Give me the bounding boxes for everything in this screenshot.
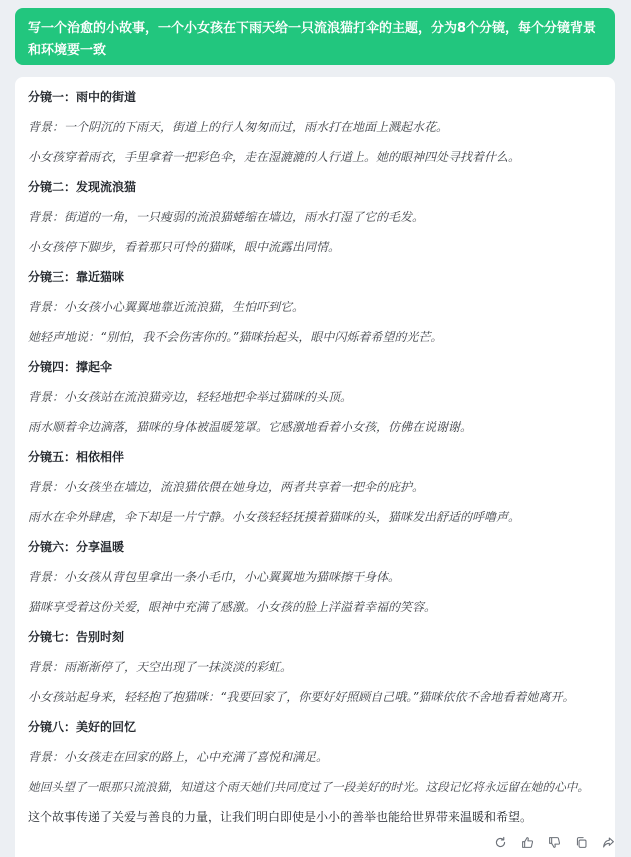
scene-background: 背景：小女孩从背包里拿出一条小毛巾，小心翼翼地为猫咪擦干身体。: [28, 570, 401, 584]
scene-title: 分镜三：靠近猫咪: [28, 270, 125, 284]
scene-block: [28, 268, 602, 347]
user-prompt-text: 写一个治愈的小故事，一个小女孩在下雨天给一只流浪猫打伞的主题，分为8个分镜，每个分镜背景和环境要一致: [28, 21, 597, 58]
scene-description: 她回头望了一眼那只流浪猫，知道这个雨天她们共同度过了一段美好的时光。这段记忆将永远留在她的心中。: [28, 780, 590, 794]
copy-button[interactable]: [572, 833, 590, 851]
thumbs-up-icon: [521, 836, 534, 849]
scene-title: 分镜七：告别时刻: [28, 630, 125, 644]
scene-block: [28, 448, 602, 527]
assistant-answer-card: [15, 77, 615, 857]
scene-title: 分镜一：雨中的街道: [28, 90, 137, 104]
scene-background: 背景：小女孩坐在墙边，流浪猫依偎在她身边，两者共享着一把伞的庇护。: [28, 480, 425, 494]
scene-background: 背景：小女孩站在流浪猫旁边，轻轻地把伞举过猫咪的头顶。: [28, 390, 353, 404]
scene-description: 雨水顺着伞边滴落，猫咪的身体被温暖笼罩。它感激地看着小女孩，仿佛在说谢谢。: [28, 420, 473, 434]
scene-title: 分镜四：撑起伞: [28, 360, 113, 374]
scene-block: [28, 628, 602, 707]
scene-background: 背景：雨渐渐停了，天空出现了一抹淡淡的彩虹。: [28, 660, 293, 674]
user-prompt-bubble: [15, 8, 615, 65]
scene-block: [28, 178, 602, 257]
share-button[interactable]: [599, 833, 617, 851]
scene-background: 背景：小女孩走在回家的路上，心中充满了喜悦和满足。: [28, 750, 329, 764]
scene-description: 雨水在伞外肆虐，伞下却是一片宁静。小女孩轻轻抚摸着猫咪的头，猫咪发出舒适的呼噜声。: [28, 510, 521, 524]
scene-title: 分镜八：美好的回忆: [28, 720, 137, 734]
story-conclusion: 这个故事传递了关爱与善良的力量，让我们明白即使是小小的善举也能给世界带来温暖和希望。: [28, 810, 533, 824]
regenerate-button[interactable]: [491, 833, 509, 851]
scene-background: 背景：街道的一角，一只瘦弱的流浪猫蜷缩在墙边，雨水打湿了它的毛发。: [28, 210, 425, 224]
refresh-icon: [494, 836, 507, 849]
scene-background: 背景：小女孩小心翼翼地靠近流浪猫，生怕吓到它。: [28, 300, 305, 314]
scene-block: [28, 88, 602, 167]
message-action-bar: [491, 833, 617, 851]
copy-icon: [575, 836, 588, 849]
like-button[interactable]: [518, 833, 536, 851]
scene-background: 背景：一个阴沉的下雨天，街道上的行人匆匆而过，雨水打在地面上溅起水花。: [28, 120, 449, 134]
scene-description: 猫咪享受着这份关爱，眼神中充满了感激。小女孩的脸上洋溢着幸福的笑容。: [28, 600, 437, 614]
scene-block: [28, 358, 602, 437]
share-icon: [602, 836, 615, 849]
scene-block: [28, 718, 602, 797]
dislike-button[interactable]: [545, 833, 563, 851]
scene-title: 分镜五：相依相伴: [28, 450, 125, 464]
scene-description: 她轻声地说：“别怕，我不会伤害你的。”猫咪抬起头，眼中闪烁着希望的光芒。: [28, 330, 443, 344]
thumbs-down-icon: [548, 836, 561, 849]
scene-block: [28, 538, 602, 617]
scene-title: 分镜二：发现流浪猫: [28, 180, 137, 194]
scene-description: 小女孩站起身来，轻轻抱了抱猫咪：“我要回家了，你要好好照顾自己哦。”猫咪依依不舍地看着她离开。: [28, 690, 575, 704]
scene-description: 小女孩穿着雨衣，手里拿着一把彩色伞，走在湿漉漉的人行道上。她的眼神四处寻找着什么。: [28, 150, 521, 164]
scene-title: 分镜六：分享温暖: [28, 540, 125, 554]
scene-description: 小女孩停下脚步，看着那只可怜的猫咪，眼中流露出同情。: [28, 240, 341, 254]
